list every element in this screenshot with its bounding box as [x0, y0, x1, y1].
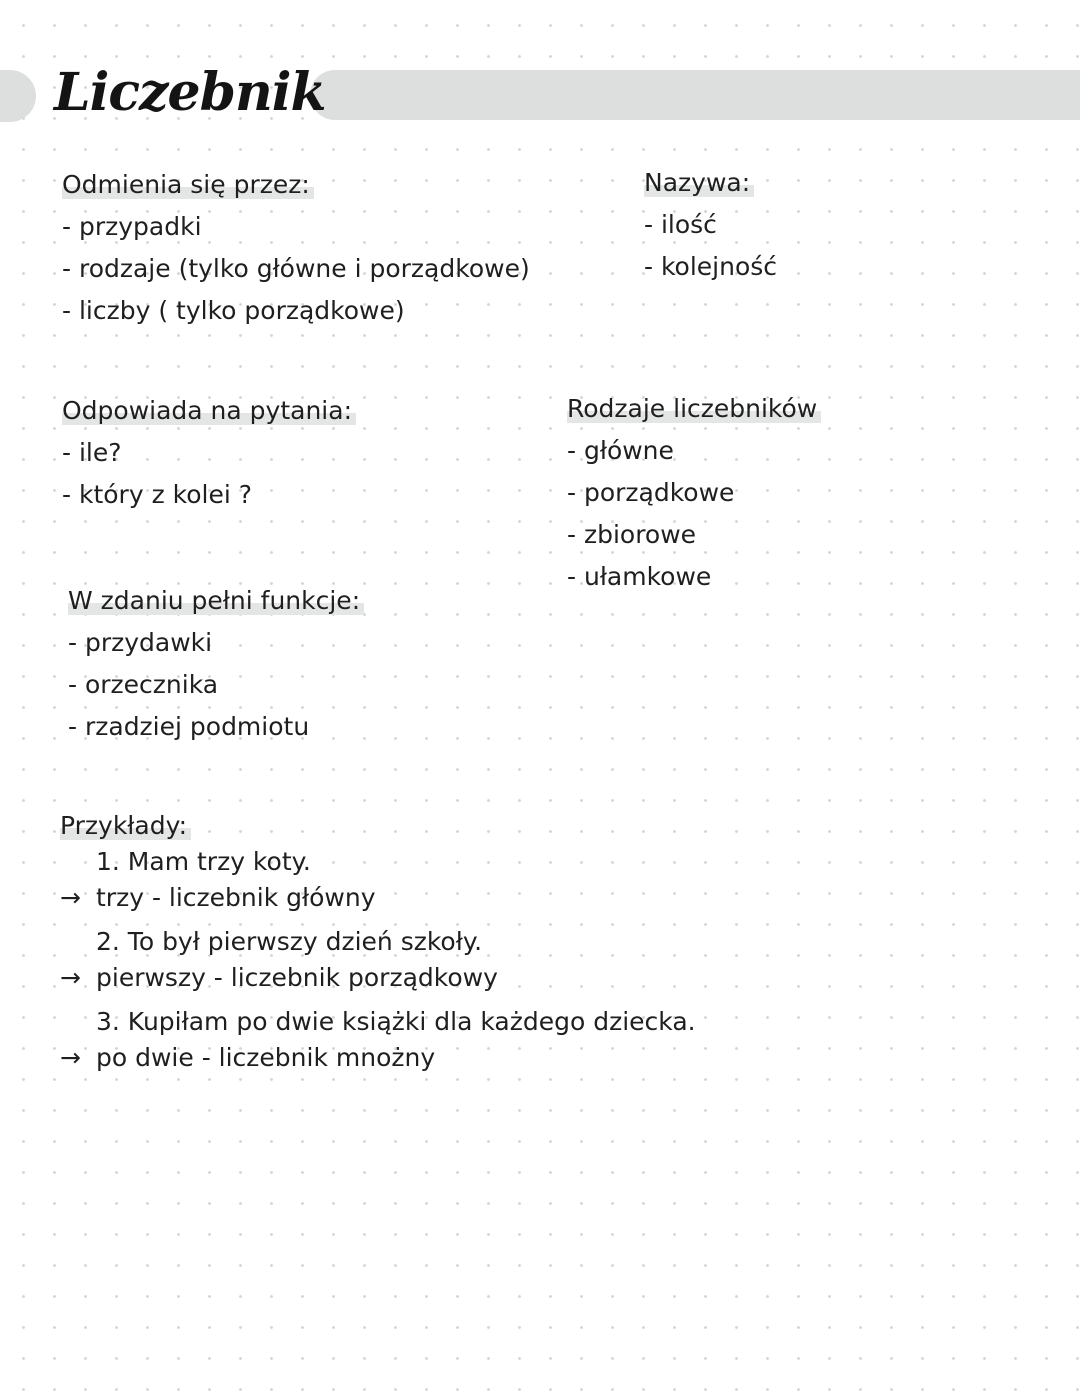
example-answer: → pierwszy - liczebnik porządkowy: [60, 960, 696, 996]
section-heading: W zdaniu pełni funkcje:: [68, 580, 364, 622]
section-rodzaje: [567, 388, 821, 598]
list-item: - liczby ( tylko porządkowe): [62, 296, 405, 325]
list-item: - porządkowe: [567, 478, 735, 507]
example-answer: → trzy - liczebnik główny: [60, 880, 696, 916]
section-heading: Rodzaje liczebników: [567, 388, 821, 430]
example-item: [60, 844, 696, 916]
right-arrow-icon: →: [60, 1043, 81, 1072]
example-answer: → po dwie - liczebnik mnożny: [60, 1040, 696, 1076]
example-item: [60, 1004, 696, 1076]
right-arrow-icon: →: [60, 963, 81, 992]
section-odmiana: [62, 164, 530, 332]
list-item: - zbiorowe: [567, 520, 697, 549]
section-nazywa: [644, 162, 777, 288]
section-heading: Odpowiada na pytania:: [62, 390, 356, 432]
list-item: - przypadki: [62, 212, 202, 241]
section-pytania: [62, 390, 356, 516]
page-title: Liczebnik: [54, 62, 326, 123]
example-item: [60, 924, 696, 996]
example-sentence: 1. Mam trzy koty.: [96, 847, 311, 876]
section-examples: [60, 808, 696, 1076]
list-item: - orzecznika: [68, 670, 219, 699]
section-funkcje: [68, 580, 364, 748]
list-item: - kolejność: [644, 252, 778, 281]
list-item: - rzadziej podmiotu: [68, 712, 310, 741]
list-item: - ułamkowe: [567, 562, 712, 591]
example-sentence: 2. To był pierwszy dzień szkoły.: [96, 927, 483, 956]
example-sentence: 3. Kupiłam po dwie książki dla każdego dziecka.: [96, 1007, 696, 1036]
list-item: - ile?: [62, 438, 122, 467]
list-item: - który z kolei ?: [62, 480, 253, 509]
title-banner-left-cap: [0, 70, 36, 122]
title-banner-right-bar: [310, 70, 1080, 120]
list-item: - ilość: [644, 210, 717, 239]
section-heading: Odmienia się przez:: [62, 164, 530, 206]
section-heading: Nazywa:: [644, 162, 777, 204]
section-heading: Przykłady:: [60, 808, 696, 844]
list-item: - przydawki: [68, 628, 213, 657]
list-item: - główne: [567, 436, 674, 465]
right-arrow-icon: →: [60, 883, 81, 912]
list-item: - rodzaje (tylko główne i porządkowe): [62, 254, 530, 283]
